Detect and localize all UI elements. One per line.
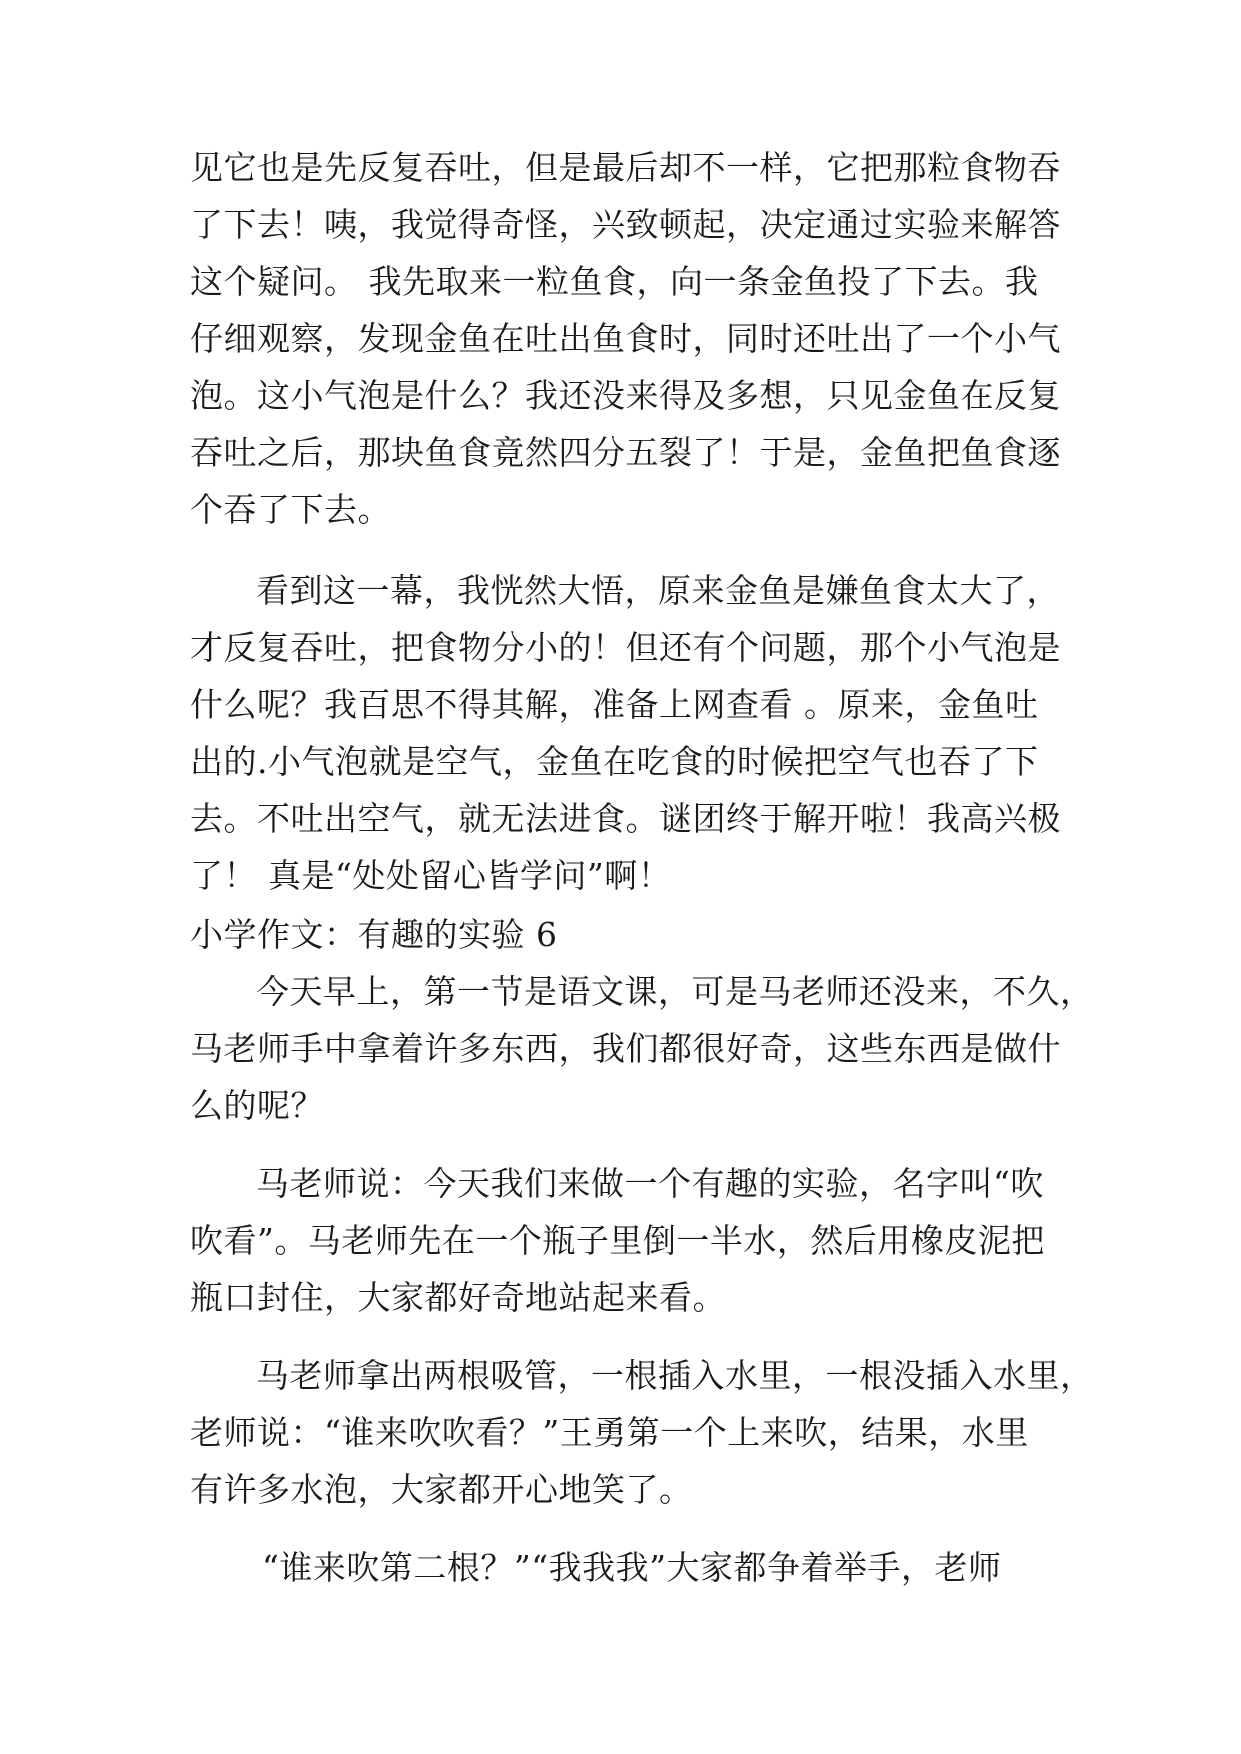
text-line: 马老师手中拿着许多东西，我们都很好奇，这些东西是做什 bbox=[190, 1029, 1061, 1068]
section-heading: 小学作文：有趣的实验 6 bbox=[190, 915, 558, 954]
text-line: 什么呢？我百思不得其解，准备上网查看 。原来，金鱼吐 bbox=[190, 685, 1039, 724]
paragraph-first-line: 马老师说：今天我们来做一个有趣的实验，名字叫“吹 bbox=[256, 1164, 1044, 1203]
paragraph-first-line: 马老师拿出两根吸管，一根插入水里，一根没插入水里， bbox=[256, 1356, 1094, 1395]
text-line: 吹看”。马老师先在一个瓶子里倒一半水，然后用橡皮泥把 bbox=[190, 1221, 1045, 1260]
text-line: 仔细观察，发现金鱼在吐出鱼食时，同时还吐出了一个小气 bbox=[190, 319, 1061, 358]
text-line: 老师说：“谁来吹吹看？”王勇第一个上来吹，结果，水里 bbox=[190, 1413, 1029, 1452]
text-line: 了！ 真是“处处留心皆学问”啊！ bbox=[190, 856, 672, 895]
text-line: 么的呢？ bbox=[190, 1086, 324, 1125]
paragraph-first-line: 今天早上，第一节是语文课，可是马老师还没来，不久， bbox=[256, 972, 1094, 1011]
text-line: 有许多水泡，大家都开心地笑了。 bbox=[190, 1470, 693, 1509]
text-line: 了下去！咦，我觉得奇怪，兴致顿起，决定通过实验来解答 bbox=[190, 205, 1061, 244]
text-line: 出的.小气泡就是空气，金鱼在吃食的时候把空气也吞了下 bbox=[190, 742, 1039, 781]
text-line: 这个疑问。 我先取来一粒鱼食，向一条金鱼投了下去。我 bbox=[190, 262, 1039, 301]
text-line: 瓶口封住，大家都好奇地站起来看。 bbox=[190, 1278, 726, 1317]
paragraph-first-line: “谁来吹第二根？”“我我我”大家都争着举手，老师 bbox=[262, 1548, 1002, 1587]
text-line: 个吞了下去。 bbox=[190, 490, 391, 529]
text-line: 才反复吞吐，把食物分小的！但还有个问题，那个小气泡是 bbox=[190, 628, 1061, 667]
text-line: 去。不吐出空气，就无法进食。谜团终于解开啦！我高兴极 bbox=[190, 799, 1061, 838]
text-line: 泡。这小气泡是什么？我还没来得及多想，只见金鱼在反复 bbox=[190, 376, 1061, 415]
text-line: 吞吐之后，那块鱼食竟然四分五裂了！于是，金鱼把鱼食逐 bbox=[190, 433, 1061, 472]
paragraph-first-line: 看到这一幕，我恍然大悟，原来金鱼是嫌鱼食太大了， bbox=[256, 571, 1060, 610]
text-line: 见它也是先反复吞吐，但是最后却不一样，它把那粒食物吞 bbox=[190, 148, 1061, 187]
